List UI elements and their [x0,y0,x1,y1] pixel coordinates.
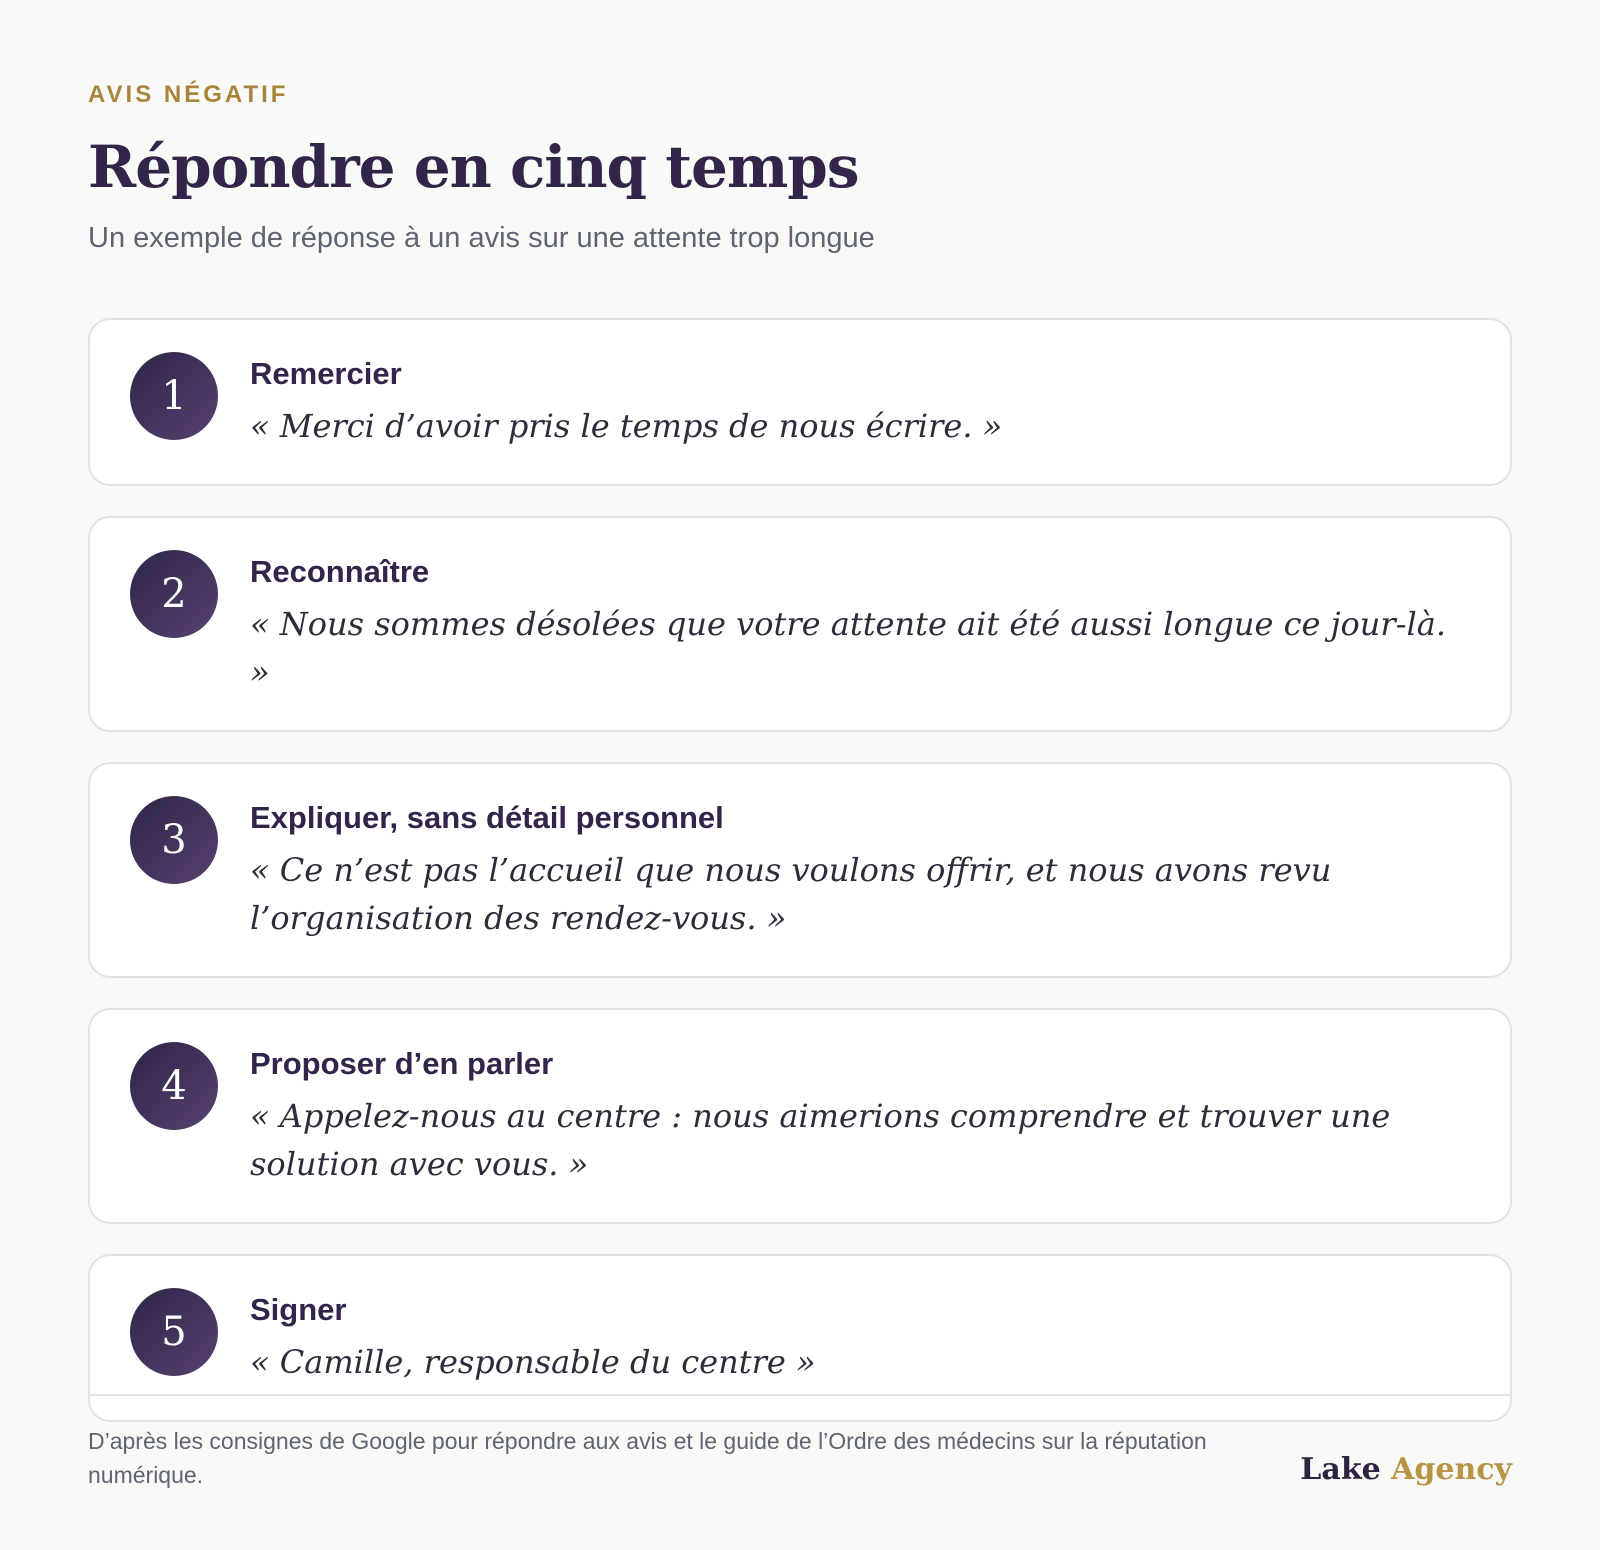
step-quote: « Nous sommes désolées que votre attente ait été aussi longue ce jour-là. » [250,605,1446,691]
step-number-badge: 1 [130,352,218,440]
step-body [250,1288,1470,1386]
step-title: Signer [250,1292,347,1327]
brand-logo [1300,1452,1512,1488]
step-title: Reconnaître [250,554,430,589]
step-card [88,318,1512,486]
step-quote: « Ce n’est pas l’accueil que nous voulons offrir, et nous avons revu l’organisation des rendez-vous. » [250,851,1332,937]
step-title: Expliquer, sans détail personnel [250,800,724,835]
step-quote: « Appelez-nous au centre : nous aimerions comprendre et trouver une solution avec vous. » [250,1097,1391,1183]
step-card [88,1254,1512,1422]
step-body [250,550,1470,696]
step-number-badge: 3 [130,796,218,884]
step-number-badge: 2 [130,550,218,638]
step-body [250,796,1470,942]
step-title: Proposer d’en parler [250,1046,554,1081]
brand-name-part1: Lake [1300,1452,1381,1487]
page-subtitle: Un exemple de réponse à un avis sur une attente trop longue [88,222,875,254]
step-card [88,516,1512,732]
footer-source-note: D’après les consignes de Google pour répondre aux avis et le guide de l’Ordre des médecins sur la réputation numérique. [88,1428,1207,1488]
step-body [250,1042,1470,1188]
brand-name-part2: Agency [1391,1452,1512,1487]
page-title: Répondre en cinq temps [88,133,859,201]
step-number-badge: 4 [130,1042,218,1130]
step-card [88,1008,1512,1224]
steps-list [88,318,1512,1422]
step-body [250,352,1470,450]
footer-divider [88,1394,1512,1396]
step-quote: « Camille, responsable du centre » [250,1343,816,1381]
eyebrow-label: AVIS NÉGATIF [88,81,289,108]
step-quote: « Merci d’avoir pris le temps de nous écrire. » [250,407,1003,445]
step-card [88,762,1512,978]
step-number-badge: 5 [130,1288,218,1376]
step-title: Remercier [250,356,402,391]
